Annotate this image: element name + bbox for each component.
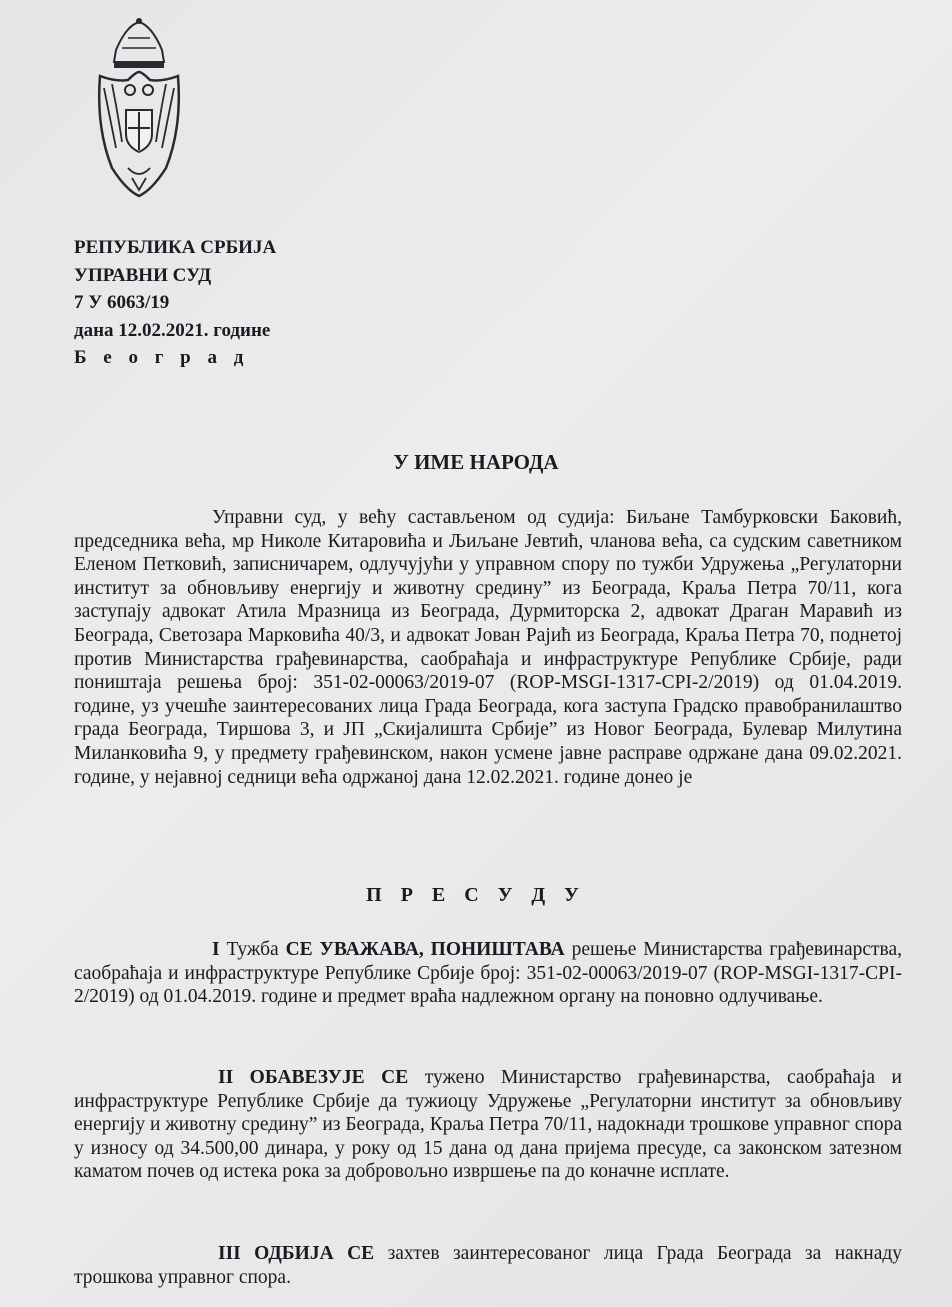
item1-bold: СЕ УВАЖАВА, ПОНИШТАВА <box>285 939 565 960</box>
item1-lead: Тужба <box>226 939 279 960</box>
item3-text: захтев заинтересованог лица Града Београда за накнаду трошкова управног спора. <box>74 1243 903 1288</box>
item2-text: тужено Министарство грађевинарства, саобраћаја и инфраструктуре Републике Србије да тужиоцу Удружење „Регулаторни институт за обновљиву енергију и животну средину” из Београда, Краља Петра 70/11, надокнади трошкове управног спора у износу од 34.500,00 динара, у року од 15 дана од дана пријема пресуде, са законском затезном каматом почев од истека рока за добровољно извршење па до коначне исплате. <box>74 1067 902 1183</box>
header-country: РЕПУБЛИКА СРБИЈА <box>74 237 277 258</box>
header-case-number: 7 У 6063/19 <box>74 292 170 313</box>
heading-in-name-of-people: У ИМЕ НАРОДА <box>393 450 559 474</box>
serbian-coat-of-arms-icon <box>92 18 186 198</box>
verdict-item-1 <box>74 938 902 1009</box>
court-header <box>74 234 276 372</box>
header-date: дана 12.02.2021. године <box>74 319 271 341</box>
verdict-item-2 <box>74 1066 902 1184</box>
heading-verdict: П Р Е С У Д У <box>366 884 586 906</box>
item1-number: I <box>212 939 220 960</box>
verdict-item-3 <box>74 1242 902 1289</box>
item3-bold: III ОДБИЈА СЕ <box>218 1243 375 1264</box>
item2-bold: II ОБАВЕЗУЈЕ СЕ <box>218 1067 409 1088</box>
item1-text: решење Министарства грађевинарства, саобраћаја и инфраструктуре Републике Србије број: 351-02-00063/2019-07 (ROP-MSGI-1317-CPI-2/2019) од 01.04.2019. године и предмет враћа надлежном органу на поновно одлучивање. <box>74 939 903 1008</box>
header-court: УПРАВНИ СУД <box>74 264 212 286</box>
intro-paragraph: Управни суд, у већу састављеном од судија: Биљане Тамбурковски Баковић, председника већа, мр Николе Китаровића и Љиљане Јевтић, чланова већа, са судским саветником Еленом Петковић, записничарем, одлучујући у управном спору по тужби Удружења „Регулаторни институт за обновљиву енергију и животну средину” из Београда, Краља Петра 70/11, кога заступају адвокат Атила Мразница из Београда, Дурмиторска 2, адвокат Драган Маравић из Београда, Светозара Марковића 40/3, и адвокат Јован Рајић из Београда, Краља Петра 70, поднетој против Министарства грађевинарства, саобраћаја и инфраструктуре Републике Србије, ради поништаја решења број: 351-02-00063/2019-07 (ROP-MSGI-1317-CPI-2/2019) од 01.04.2019. године, уз учешће заинтересованих лица Града Београда, кога заступа Градско правобранилаштво града Београда, Тиршова 3, и ЈП „Скијалишта Србије” из Новог Београда, Булевар Милутина Миланковића 9, у предмету грађевинском, након усмене јавне расправе одржане дана 09.02.2021. године, у нејавној седници већа одржаној дана 12.02.2021. године донео је <box>74 507 902 788</box>
header-city: Б е о г р а д <box>74 347 250 368</box>
